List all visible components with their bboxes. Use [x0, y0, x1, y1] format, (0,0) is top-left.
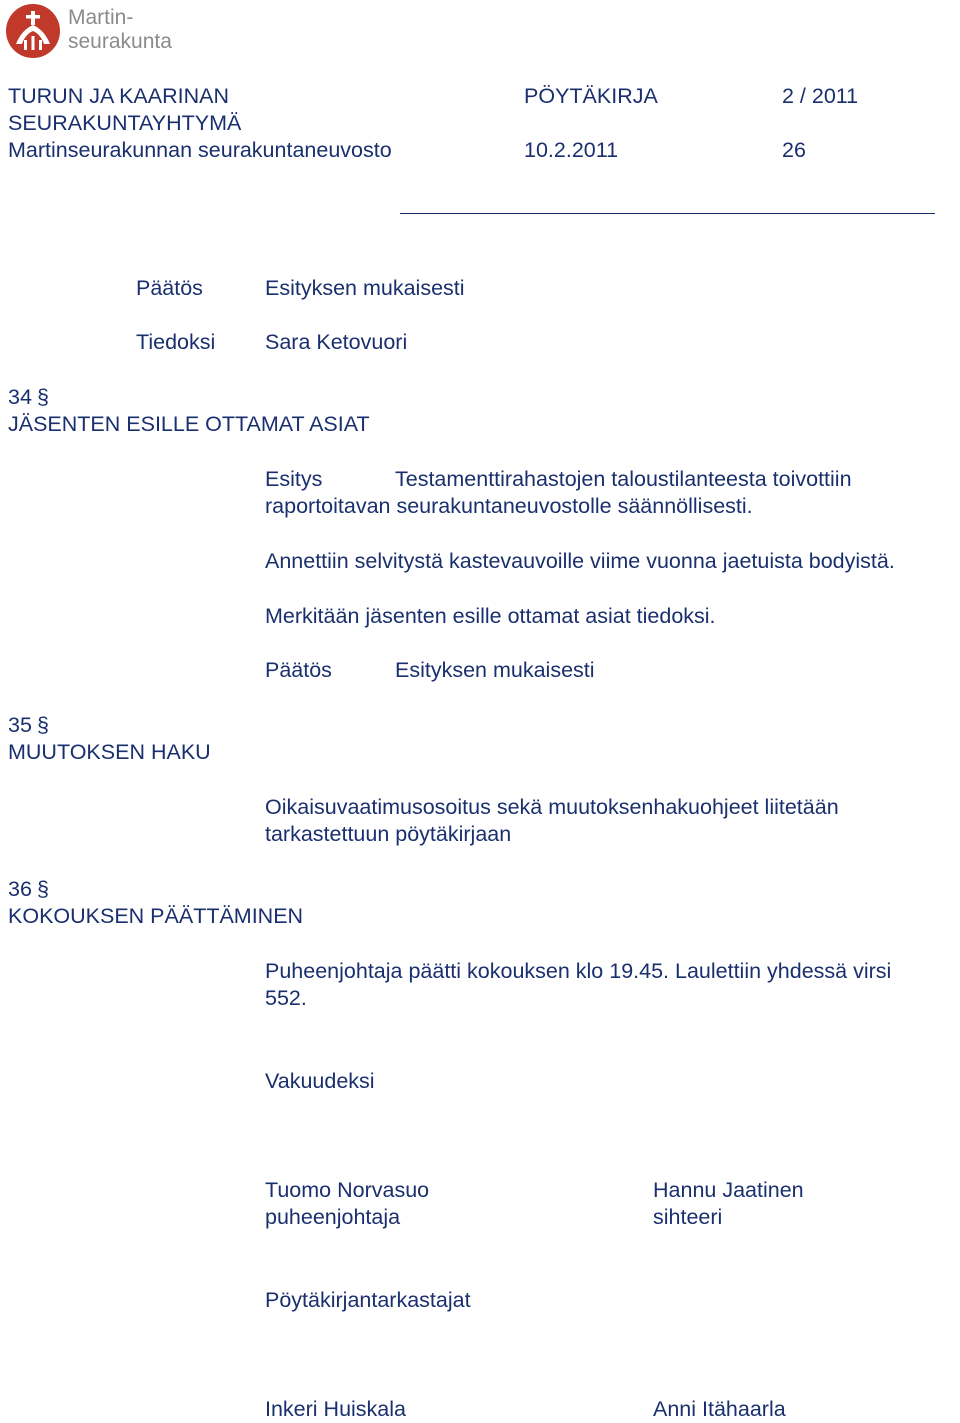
section-sign: §: [36, 877, 49, 901]
section-36-text-line-2: 552.: [265, 986, 307, 1010]
section-sign: §: [36, 385, 49, 409]
section-34-number: 34: [8, 385, 32, 409]
section-34-decision-label: Päätös: [265, 658, 332, 682]
logo-line-1: Martin-: [68, 6, 134, 29]
section-36-text-line-1: Puheenjohtaja päätti kokouksen klo 19.45. Laulettiin yhdessä virsi: [265, 959, 892, 983]
checkers-label: Pöytäkirjantarkastajat: [265, 1288, 471, 1312]
church-cross-icon: [6, 4, 60, 58]
section-34-decision-value: Esityksen mukaisesti: [395, 658, 595, 682]
checker-2-name: Anni Itähaarla: [653, 1397, 786, 1421]
chair-role: puheenjohtaja: [265, 1205, 401, 1229]
prev-info-label: Tiedoksi: [136, 330, 216, 354]
section-34-proposal-line-2: raportoitavan seurakuntaneuvostolle säännöllisesti.: [265, 494, 753, 518]
section-34-paragraph-3: Merkitään jäsenten esille ottamat asiat tiedoksi.: [265, 604, 716, 628]
section-sign: §: [36, 713, 49, 737]
header-page-number: 26: [782, 138, 806, 162]
section-35-number: 35: [8, 713, 32, 737]
checker-1-name: Inkeri Huiskala: [265, 1397, 406, 1421]
section-36-title: KOKOUKSEN PÄÄTTÄMINEN: [8, 904, 304, 928]
section-34-proposal-line-1: Testamenttirahastojen taloustilanteesta toivottiin: [395, 467, 852, 491]
header-org-line-1: TURUN JA KAARINAN: [8, 84, 230, 108]
header-divider: [400, 213, 935, 214]
logo-text: [68, 6, 172, 54]
section-35-heading: [8, 712, 50, 739]
martinseurakunta-logo: [6, 4, 186, 58]
certify-label: Vakuudeksi: [265, 1069, 375, 1093]
prev-info-value: Sara Ketovuori: [265, 330, 408, 354]
section-34-title: JÄSENTEN ESILLE OTTAMAT ASIAT: [8, 412, 370, 436]
section-35-text-line-2: tarkastettuun pöytäkirjaan: [265, 822, 512, 846]
section-36-number: 36: [8, 877, 32, 901]
section-35-text-line-1: Oikaisuvaatimusosoitus sekä muutoksenhakuohjeet liitetään: [265, 795, 839, 819]
section-34-proposal-label: Esitys: [265, 467, 323, 491]
prev-decision-value: Esityksen mukaisesti: [265, 276, 465, 300]
header-doc-number: 2 / 2011: [782, 84, 859, 108]
prev-decision-label: Päätös: [136, 276, 203, 300]
secretary-role: sihteeri: [653, 1205, 723, 1229]
header-body-name: Martinseurakunnan seurakuntaneuvosto: [8, 138, 392, 162]
section-36-heading: [8, 876, 50, 903]
header-date: 10.2.2011: [524, 138, 619, 162]
logo-line-2: seurakunta: [68, 30, 172, 53]
section-34-heading: [8, 384, 50, 411]
section-35-title: MUUTOKSEN HAKU: [8, 740, 211, 764]
header-org-line-2: SEURAKUNTAYHTYMÄ: [8, 111, 242, 135]
header-doc-type: PÖYTÄKIRJA: [524, 84, 658, 108]
chair-name: Tuomo Norvasuo: [265, 1178, 430, 1202]
secretary-name: Hannu Jaatinen: [653, 1178, 804, 1202]
section-34-paragraph-2: Annettiin selvitystä kastevauvoille viime vuonna jaetuista bodyistä.: [265, 549, 895, 573]
